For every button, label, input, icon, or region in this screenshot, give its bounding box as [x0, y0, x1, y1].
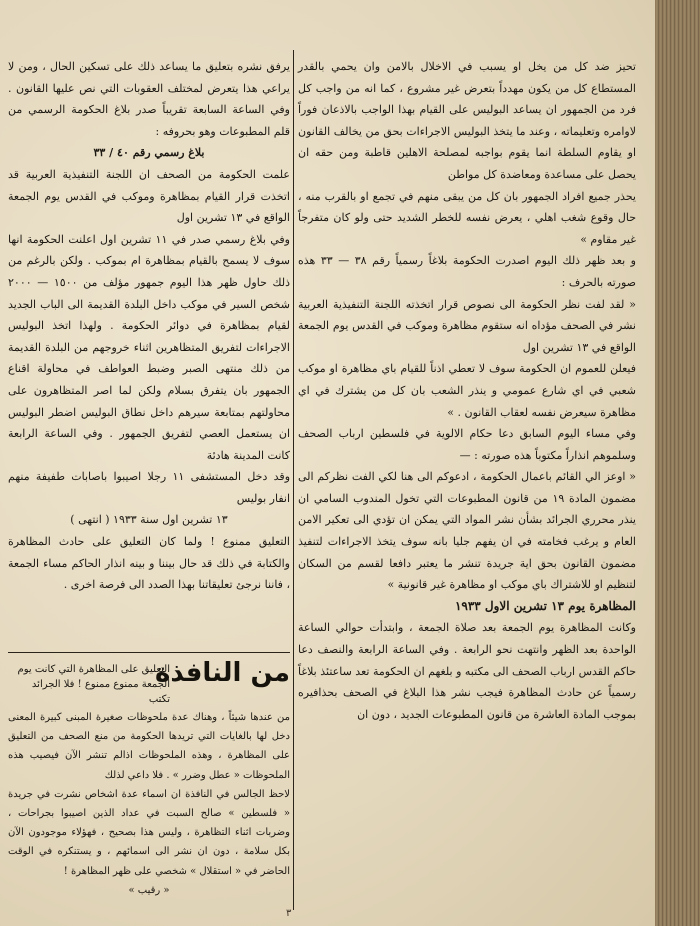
page-number: ٣ — [286, 908, 292, 919]
window-subtitle: التعليق على المظاهرة التي كانت يوم الجمعة ممنوع ممنوع ! فلا الجرائد تكتب — [17, 664, 170, 705]
window-title: من النافذة — [155, 658, 290, 688]
column-divider — [293, 50, 294, 910]
paragraph: من عندها شيئاً ، وهناك عدة ملحوظات صغيرة المبنى كبيرة المعنى دخل لها بالغايات التي تريدها الحكومة من منع الصحف من التعليق على المظاهرة ، وهذه الملحوظات اذالم تنشر الآن فيصيب هذه الملحوظات « عطل وضرر » . فلا داعي لذلك — [8, 712, 290, 781]
paragraph: وقد دخل المستشفى ١١ رجلا اصيبوا باصابات طفيفة منهم انفار بوليس — [8, 470, 290, 505]
paragraph: « اوعز الي القائم باعمال الحكومة ، ادعوكم الى هنا لكي الفت نظركم الى مضمون المادة ١٩ من قانون المطبوعات التي تخول المندوب السامي ان ينذر محرري الجرائد بشأن نشر المواد التي يمكن ان تؤدي الى تعكير الامن العام و يرغب فخامته في ان يفهم جليا بانه سوف يتخذ الاجراءات لتنفيذ مضمون القانون بحق اية جريدة تنشر ما يعتبر دافعا لقسم من السكان لتنظيم او للاشتراك باي موكب او مظاهرة غير قانونية » — [298, 470, 637, 592]
paragraph: يحذر جميع افراد الجمهور بان كل من يبقى منهم في تجمع او بالقرب منه ، حال وقوع شغب اهلي ، يعرض نفسه للخطر الشديد حتى ولو كان متفرجاً غير مقاوم » — [298, 189, 636, 246]
paragraph: « لقد لفت نظر الحكومة الى نصوص قرار اتخذته اللجنة التنفيذية العربية نشر في الصحف مؤداه انه ستقوم مظاهرة وموكب في القدس يوم الجمعة الواقع في ١٣ تشرين اول — [298, 297, 636, 354]
signature: « رقيب » — [128, 884, 170, 896]
book-page-edges — [655, 0, 700, 926]
paragraph: تحيز ضد كل من يخل او يسبب في الاخلال بالامن وان يحمي بالقدر المستطاع كل من يكون مهدداً بتعرض غير مشروع ، كما انه من واجب كل فرد من الجمهور ان يساعد البوليس على القيام بهذا الواجب بالاذعان فوراً لاوامره وتعليماته ، وعند ما يتخذ البوليس الاجراءات بحق من يخالف القانون او يقاوم السلطة انما يقوم بواجبه لمصلحة الاهلين قاطبة ومن حقه ان يحصل على مساعدة ومعاضدة كل مواطن — [298, 60, 636, 181]
signoff: ١٣ تشرين اول سنة ١٩٣٣ ( انتهى ) — [70, 513, 228, 527]
paragraph: وفي مساء اليوم السابق دعا حكام الالوية في فلسطين ارباب الصحف وسلموهم انذاراً مكتوباً هذه صورته : — — [298, 427, 636, 462]
paragraph: وفي بلاغ رسمي صدر في ١١ تشرين اول اعلنت الحكومة انها سوف لا يسمح بالقيام بمظاهرة ام بموكب . ولكن بالرغم من ذلك حاول ظهر هذا اليوم جمهور مؤلف من ١٥٠٠ — ٢٠٠٠ شخص السير في موكب داخل البلدة القديمة الى الباب الجديد لقيام بمظاهرة في دوائر الحكومة . ولهذا اتخذ البوليس الاجراءات لتفريق المتظاهرين اثناء خروجهم من البلدة القديمة من ذلك منتهى الصبر وضبط العواطف في محاولة اقناع الجمهور بان يتفرق بسلام ولكن لما اصر المتظاهرون على محاولتهم بمتابعة سيرهم داخل نطاق البوليس اضطر البوليس ان يستعمل العصي لتفريق الجمهور . وفي الساعة الرابعة كانت المدينة هادئة — [8, 232, 291, 462]
section-heading: المظاهرة يوم ١٣ تشرين الاول ١٩٣٣ — [454, 598, 636, 613]
window-section-body — [8, 708, 290, 900]
bulletin-title: بلاغ رسمي رقم ٤٠ / ٣٣ — [93, 146, 205, 160]
right-column — [298, 56, 636, 725]
left-column — [8, 56, 290, 596]
paragraph: وكانت المظاهرة يوم الجمعة بعد صلاة الجمعة ، وابتدأت حوالي الساعة الواحدة بعد الظهر وانتهت نحو الرابعة . وفي الساعة الرابعة والنصف دعا حاكم القدس ارباب الصحف الى مكتبه و بلغهم ان الحكومة تعد ساعتئذ بلاغاً رسمياً عن حادث المظاهرة فيجب نشر هذا البلاغ في الصحف بحذافيره بموجب المادة العاشرة من قانون المطبوعات الجديد ، دون ان — [298, 621, 636, 721]
paragraph: و بعد ظهر ذلك اليوم اصدرت الحكومة بلاغاً رسمياً رقم ٣٨ — ٣٣ هذه صورته بالحرف : — [298, 254, 636, 289]
paragraph: علمت الحكومة من الصحف ان اللجنة التنفيذية العربية قد اتخذت قرار القيام بمظاهرة وموكب في القدس يوم الجمعة الواقع في ١٣ تشرين اول — [8, 167, 290, 225]
section-divider — [8, 652, 290, 653]
paragraph: لاحظ الجالس في النافذة ان اسماء عدة اشخاص نشرت في جريدة « فلسطين » صالح السبت في عداد الذين اصيبوا بجراحات ، وضربات اثناء التظاهرة ، وليس هذا بصحيح ، فهؤلاء موجودون الآن بكل سلامة ، دون ان نشر الى اسمائهم ، و يستنكره في الوقت الحاضر في « استقلال » شخصي على ظهر المظاهرة ! — [8, 788, 290, 877]
window-section-header — [8, 658, 290, 708]
paragraph: التعليق ممنوع ! ولما كان التعليق على حادث المظاهرة والكتابة في ذلك قد حال بيننا و بينه انذار الحاكم مساء الجمعة ، فاننا نرجئ تعليقاتنا بهذا الصدد الى فرصة اخرى . — [8, 535, 290, 592]
paragraph: يرفق نشره بتعليق ما يساعد ذلك على تسكين الحال ، ومن لا يراعي هذا يتعرض لمختلف العقوبات التي نص عليها القانون . وفي الساعة السابعة تقريباً صدر بلاغ الحكومة الرسمي من قلم المطبوعات وهو بحروفه : — [8, 60, 290, 138]
paragraph: فيعلن للعموم ان الحكومة سوف لا تعطي اذناً للقيام باي مظاهرة او موكب شعبي في اي شارع عمومي و ينذر الشعب بان كل من يشترك في اي مظاهرة سيعرض نفسه لعقاب القانون . » — [298, 362, 636, 419]
